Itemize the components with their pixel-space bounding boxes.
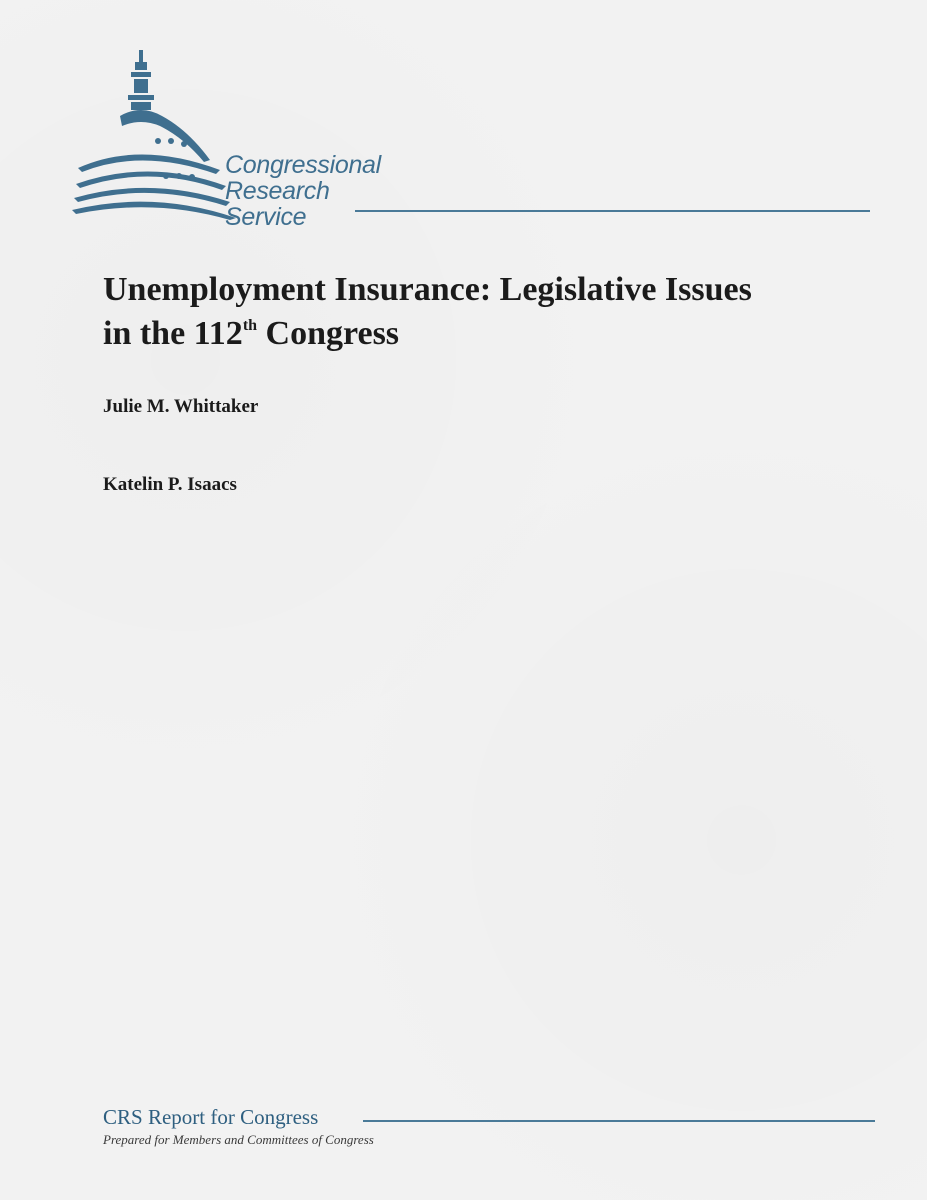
crs-logo (70, 48, 430, 231)
report-footer (103, 1105, 878, 1148)
author-name: Katelin P. Isaacs (103, 474, 237, 495)
title-line-2-suffix: Congress (257, 315, 400, 352)
title-ordinal-suffix: th (242, 317, 258, 334)
logo-line-2: Research (225, 177, 330, 205)
author-name: Julie M. Whittaker (103, 396, 259, 417)
crs-logo-text (225, 152, 381, 230)
title-line-2-prefix: in the 112 (103, 315, 243, 352)
capitol-dome-icon (70, 48, 240, 223)
logo-line-3: Service (225, 203, 307, 231)
footer-title: CRS Report for Congress (103, 1105, 319, 1129)
title-line-2 (103, 312, 863, 356)
footer-subtitle: Prepared for Members and Committees of Congress (103, 1132, 374, 1147)
report-title (103, 268, 863, 356)
footer-divider (363, 1120, 875, 1122)
logo-line-1: Congressional (225, 151, 381, 179)
title-line-1: Unemployment Insurance: Legislative Issues (103, 271, 752, 308)
logo-divider (355, 210, 870, 212)
